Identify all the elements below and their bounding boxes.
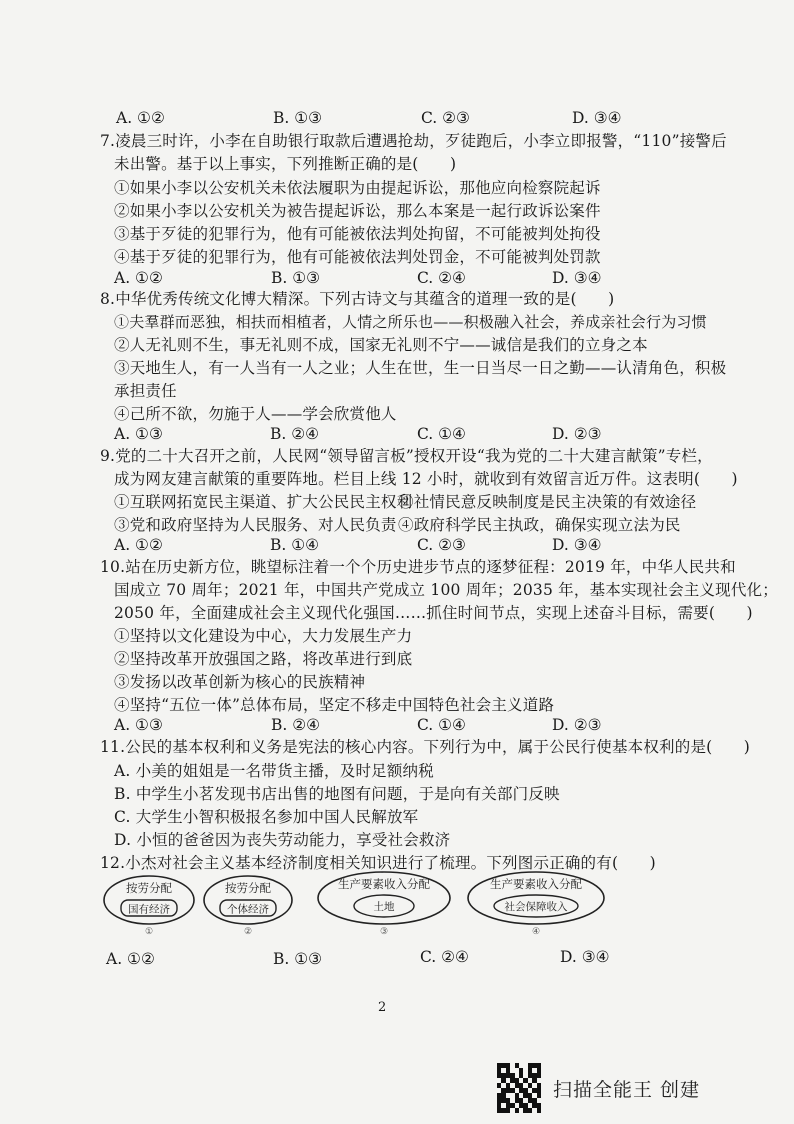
q8-item-3: ③天地生人，有一人当有一人之业；人生在世，生一日当尽一日之勤——认清角色，积极 — [114, 359, 727, 377]
q12-d4-outer-label: 生产要素收入分配 — [490, 877, 582, 891]
qr-code-icon — [497, 1063, 541, 1113]
q9-item-3: ③党和政府坚持为人民服务、对人民负责 — [114, 516, 397, 534]
q8-option-c: C. ①④ — [417, 425, 466, 443]
q11-choice-d: D. 小恒的爸爸因为丧失劳动能力，享受社会救济 — [114, 831, 451, 849]
q7-option-a: A. ①② — [114, 269, 163, 287]
q6-option-c: C. ②③ — [421, 109, 470, 127]
q11-choice-b: B. 中学生小茗发现书店出售的地图有问题，于是向有关部门反映 — [114, 785, 560, 803]
q7-option-b: B. ①③ — [271, 269, 321, 287]
q9-option-b: B. ①④ — [270, 536, 320, 554]
q8-option-a: A. ①③ — [114, 425, 163, 443]
scanner-brand-label: 扫描全能王 创建 — [553, 1078, 701, 1101]
q12-d1-inner-label: 国有经济 — [128, 903, 170, 916]
q9-option-d: D. ③④ — [552, 536, 602, 554]
q8-option-d: D. ②③ — [552, 425, 602, 443]
q9-item-4: ④政府科学民主执政，确保实现立法为民 — [398, 516, 681, 534]
q9-stem-line2: 成为网友建言献策的重要阵地。栏目上线 12 小时，就收到有效留言近万件。这表明( ) — [114, 470, 738, 488]
q7-item-4: ④基于歹徒的犯罪行为，他有可能被依法判处罚金，不可能被判处罚款 — [114, 248, 601, 266]
q11-choice-a: A. 小美的姐姐是一名带货主播，及时足额纳税 — [114, 762, 434, 780]
q6-option-b: B. ①③ — [273, 109, 323, 127]
q10-item-3: ③发扬以改革创新为核心的民族精神 — [114, 673, 366, 691]
q8-item-3-cont: 承担责任 — [114, 382, 177, 400]
q12-option-a: A. ①② — [106, 950, 155, 968]
q7-item-2: ②如果小李以公安机关为被告提起诉讼，那么本案是一起行政诉讼案件 — [114, 202, 601, 220]
q12-d4-number: ④ — [531, 927, 541, 935]
q10-option-d: D. ②③ — [552, 716, 602, 734]
q10-stem-line1: 10.站在历史新方位，眺望标注着一个个历史进步节点的逐梦征程：2019 年，中华人民共和 — [100, 558, 736, 576]
q11-stem: 11.公民的基本权利和义务是宪法的核心内容。下列行为中，属于公民行使基本权利的是( ) — [100, 738, 751, 756]
q9-option-c: C. ②③ — [417, 536, 466, 554]
page-number: 2 — [378, 1000, 387, 1015]
q12-d2-inner-label: 个体经济 — [227, 903, 269, 916]
q11-choice-c: C. 大学生小智积极报名参加中国人民解放军 — [114, 808, 419, 826]
q7-item-1: ①如果小李以公安机关未依法履职为由提起诉讼，那他应向检察院起诉 — [114, 179, 601, 197]
q12-option-b: B. ①③ — [273, 950, 323, 968]
q9-stem-line1: 9.党的二十大召开之前，人民网“领导留言板”授权开设“我为党的二十大建言献策”专栏， — [100, 447, 713, 465]
q10-option-b: B. ②④ — [271, 716, 321, 734]
q6-option-a: A. ①② — [116, 109, 165, 127]
q12-option-d: D. ③④ — [560, 948, 610, 966]
q9-item-1: ①互联网拓宽民主渠道、扩大公民民主权利 — [114, 493, 413, 511]
q12-d1-number: ① — [144, 927, 154, 935]
q10-option-c: C. ①④ — [417, 716, 466, 734]
q12-d3-inner-label: 土地 — [373, 901, 395, 913]
q7-item-3: ③基于歹徒的犯罪行为，他有可能被依法判处拘留，不可能被判处拘役 — [114, 225, 601, 243]
q8-stem: 8.中华优秀传统文化博大精深。下列古诗文与其蕴含的道理一致的是( ) — [100, 290, 615, 308]
q10-item-4: ④坚持“五位一体”总体布局，坚定不移走中国特色社会主义道路 — [114, 696, 555, 714]
q10-item-1: ①坚持以文化建设为中心，大力发展生产力 — [114, 627, 413, 645]
q7-option-c: C. ②④ — [417, 269, 466, 287]
q12-d2-number: ② — [243, 927, 253, 935]
q8-item-4: ④己所不欲，勿施于人——学会欣赏他人 — [114, 405, 397, 423]
q8-item-2: ②人无礼则不生，事无礼则不成，国家无礼则不宁——诚信是我们的立身之本 — [114, 336, 648, 354]
q7-stem-line1: 7.凌晨三时许，小李在自助银行取款后遭遇抢劫，歹徒跑后，小李立即报警，“110”接警后 — [100, 132, 727, 150]
q9-item-2: ②社情民意反映制度是民主决策的有效途径 — [398, 493, 697, 511]
q12-d1-outer-label: 按劳分配 — [126, 881, 172, 895]
q12-option-c: C. ②④ — [420, 948, 469, 966]
q7-option-d: D. ③④ — [552, 269, 602, 287]
q12-d3-outer-label: 生产要素收入分配 — [338, 877, 430, 891]
q8-item-1: ①夫羣群而恶独，相扶而相植者，人情之所乐也——积极融入社会，养成亲社会行为习惯 — [114, 313, 707, 331]
q12-diagram-4 — [462, 869, 614, 935]
q10-stem-line3: 2050 年，全面建成社会主义现代化强国……抓住时间节点，实现上述奋斗目标，需要( ) — [114, 604, 753, 622]
q9-option-a: A. ①② — [114, 536, 163, 554]
q12-diagram-3 — [312, 869, 460, 935]
q12-d3-number: ③ — [379, 927, 389, 935]
q12-stem: 12.小杰对社会主义基本经济制度相关知识进行了梳理。下列图示正确的有( ) — [100, 854, 656, 872]
q12-d4-inner-label: 社会保障收入 — [504, 901, 568, 913]
q8-option-b: B. ②④ — [270, 425, 320, 443]
scanner-watermark — [497, 1063, 700, 1113]
q10-stem-line2: 国成立 70 周年；2021 年，中国共产党成立 100 周年；2035 年，基本实现社会主义现代化； — [114, 581, 778, 599]
q12-diagram-2 — [200, 873, 300, 935]
q10-item-2: ②坚持改革开放强国之路，将改革进行到底 — [114, 650, 413, 668]
q12-diagram-1 — [100, 873, 200, 935]
q7-stem-line2: 未出警。基于以上事实，下列推断正确的是( ) — [114, 155, 457, 173]
q6-option-d: D. ③④ — [572, 109, 622, 127]
q10-option-a: A. ①③ — [114, 716, 163, 734]
q12-d2-outer-label: 按劳分配 — [225, 881, 271, 895]
